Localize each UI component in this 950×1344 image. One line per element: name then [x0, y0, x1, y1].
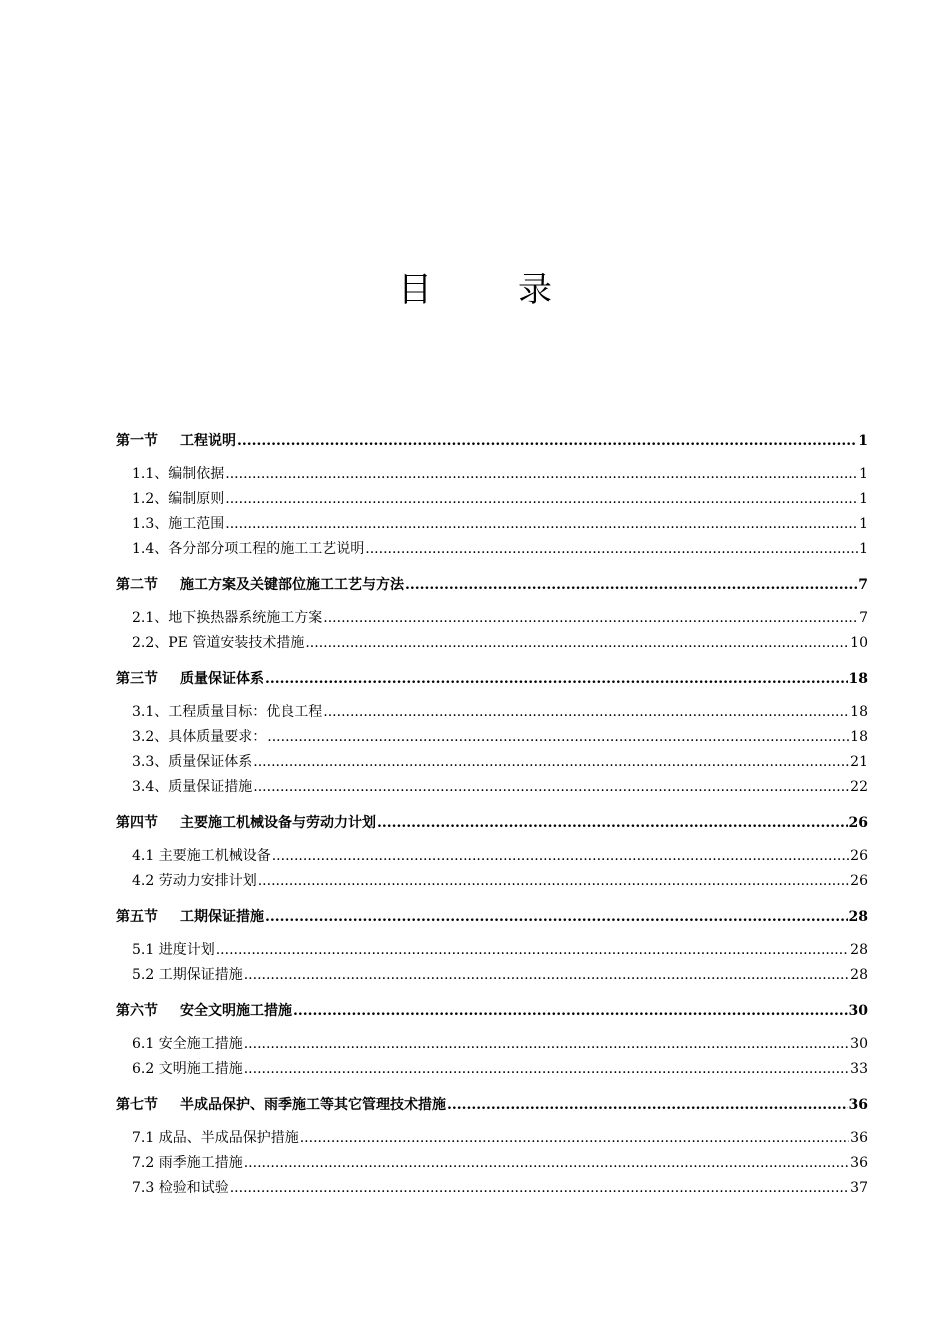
toc-subsection-label: 7.3 检验和试验 — [132, 1180, 229, 1196]
toc-dot-leader — [244, 1032, 849, 1057]
toc-subsection-row[interactable] — [116, 487, 868, 512]
toc-page-number: 28 — [850, 942, 868, 958]
toc-section-label: 工程说明 — [180, 433, 236, 449]
toc-subsection-row[interactable] — [116, 606, 868, 631]
toc-page-number: 1 — [859, 516, 868, 532]
toc-subsection-row[interactable] — [116, 1057, 868, 1082]
toc-subsection-label: 7.1 成品、半成品保护措施 — [132, 1130, 299, 1146]
toc-section-label: 工期保证措施 — [180, 909, 264, 925]
toc-dot-leader — [300, 1126, 849, 1151]
toc-dot-leader — [225, 487, 858, 512]
toc-dot-leader — [216, 938, 849, 963]
toc-subsection-label: 1.4、各分部分项工程的施工工艺说明 — [132, 541, 365, 557]
toc-subsection-row[interactable] — [116, 963, 868, 988]
toc-section-number: 第六节 — [116, 1003, 158, 1019]
toc-dot-leader — [253, 750, 849, 775]
toc-subsection-row[interactable] — [116, 750, 868, 775]
toc-section-number: 第四节 — [116, 815, 158, 831]
toc-subsection-row[interactable] — [116, 512, 868, 537]
toc-subsection-label: 6.1 安全施工措施 — [132, 1036, 243, 1052]
toc-dot-leader — [225, 462, 858, 487]
toc-page-number: 28 — [850, 967, 868, 983]
toc-section-number: 第二节 — [116, 577, 158, 593]
toc-page-number: 18 — [850, 729, 868, 745]
toc-subsection-label: 3.1、工程质量目标：优良工程 — [132, 704, 323, 720]
toc-subsection-label: 5.1 进度计划 — [132, 942, 215, 958]
toc-section-label: 主要施工机械设备与劳动力计划 — [180, 815, 376, 831]
toc-dot-leader — [267, 725, 849, 750]
toc-dot-leader — [323, 606, 858, 631]
toc-subsection-row[interactable] — [116, 1151, 868, 1176]
toc-subsection-label: 1.2、编制原则 — [132, 491, 225, 507]
toc-page-number: 28 — [848, 909, 868, 925]
toc-page-number: 1 — [859, 466, 868, 482]
toc-subsection-row[interactable] — [116, 775, 868, 800]
toc-subsection-label: 2.1、地下换热器系统施工方案 — [132, 610, 323, 626]
toc-section-row[interactable] — [116, 1092, 868, 1118]
toc-page-number: 36 — [850, 1130, 868, 1146]
toc-dot-leader — [244, 1151, 849, 1176]
page-title — [0, 266, 950, 314]
toc-dot-leader — [244, 1057, 849, 1082]
toc-page-number: 30 — [848, 1003, 868, 1019]
toc-subsection-row[interactable] — [116, 938, 868, 963]
toc-section-number: 第一节 — [116, 433, 158, 449]
toc-page-number: 10 — [850, 635, 868, 651]
toc-subsection-row[interactable] — [116, 844, 868, 869]
toc-section-row[interactable] — [116, 904, 868, 930]
table-of-contents — [116, 428, 868, 1211]
toc-dot-leader — [237, 428, 857, 454]
toc-subsection-row[interactable] — [116, 1032, 868, 1057]
toc-subsection-label: 3.4、质量保证措施 — [132, 779, 253, 795]
toc-dot-leader — [293, 998, 848, 1024]
toc-subsection-row[interactable] — [116, 869, 868, 894]
toc-page-number: 36 — [850, 1155, 868, 1171]
toc-page-number: 37 — [850, 1180, 868, 1196]
toc-page-number: 1 — [858, 433, 868, 449]
toc-section-number: 第五节 — [116, 909, 158, 925]
toc-subsection-label: 6.2 文明施工措施 — [132, 1061, 243, 1077]
toc-section-row[interactable] — [116, 666, 868, 692]
toc-dot-leader — [377, 810, 848, 836]
toc-page-number: 21 — [850, 754, 868, 770]
toc-page-number: 7 — [858, 577, 868, 593]
toc-page-number: 18 — [850, 704, 868, 720]
toc-subsection-label: 5.2 工期保证措施 — [132, 967, 243, 983]
toc-section-number: 第七节 — [116, 1097, 158, 1113]
toc-dot-leader — [253, 775, 849, 800]
toc-subsection-label: 3.3、质量保证体系 — [132, 754, 253, 770]
toc-page-number: 30 — [850, 1036, 868, 1052]
toc-page-number: 18 — [848, 671, 868, 687]
toc-page-number: 1 — [859, 541, 868, 557]
toc-section-number: 第三节 — [116, 671, 158, 687]
toc-subsection-row[interactable] — [116, 1176, 868, 1201]
toc-page-number: 22 — [850, 779, 868, 795]
toc-section-row[interactable] — [116, 428, 868, 454]
toc-subsection-row[interactable] — [116, 725, 868, 750]
toc-subsection-label: 3.2、具体质量要求： — [132, 729, 267, 745]
toc-page-number: 26 — [850, 848, 868, 864]
toc-section-row[interactable] — [116, 572, 868, 598]
toc-section-row[interactable] — [116, 810, 868, 836]
toc-subsection-label: 2.2、PE 管道安装技术措施 — [132, 635, 305, 651]
toc-subsection-row[interactable] — [116, 462, 868, 487]
toc-dot-leader — [447, 1092, 848, 1118]
toc-dot-leader — [305, 631, 849, 656]
toc-section-label: 质量保证体系 — [180, 671, 264, 687]
toc-subsection-row[interactable] — [116, 700, 868, 725]
toc-section-label: 安全文明施工措施 — [180, 1003, 292, 1019]
toc-section-row[interactable] — [116, 998, 868, 1024]
title-char-2: 录 — [518, 270, 552, 310]
toc-section-label: 半成品保护、雨季施工等其它管理技术措施 — [180, 1097, 446, 1113]
toc-page-number: 1 — [859, 491, 868, 507]
toc-subsection-label: 1.1、编制依据 — [132, 466, 225, 482]
toc-dot-leader — [230, 1176, 849, 1201]
toc-dot-leader — [225, 512, 858, 537]
toc-page-number: 33 — [850, 1061, 868, 1077]
toc-dot-leader — [265, 904, 848, 930]
toc-dot-leader — [265, 666, 848, 692]
toc-page-number: 7 — [859, 610, 868, 626]
toc-dot-leader — [272, 844, 849, 869]
toc-dot-leader — [323, 700, 849, 725]
toc-page-number: 26 — [850, 873, 868, 889]
toc-subsection-row[interactable] — [116, 537, 868, 562]
toc-subsection-label: 7.2 雨季施工措施 — [132, 1155, 243, 1171]
toc-subsection-label: 4.2 劳动力安排计划 — [132, 873, 257, 889]
title-char-1: 目 — [398, 270, 432, 310]
toc-dot-leader — [258, 869, 849, 894]
toc-page-number: 26 — [848, 815, 868, 831]
toc-dot-leader — [365, 537, 858, 562]
toc-subsection-label: 4.1 主要施工机械设备 — [132, 848, 271, 864]
toc-section-label: 施工方案及关键部位施工工艺与方法 — [180, 577, 404, 593]
toc-dot-leader — [244, 963, 849, 988]
toc-subsection-label: 1.3、施工范围 — [132, 516, 225, 532]
toc-subsection-row[interactable] — [116, 1126, 868, 1151]
toc-subsection-row[interactable] — [116, 631, 868, 656]
toc-dot-leader — [405, 572, 857, 598]
toc-page-number: 36 — [848, 1097, 868, 1113]
